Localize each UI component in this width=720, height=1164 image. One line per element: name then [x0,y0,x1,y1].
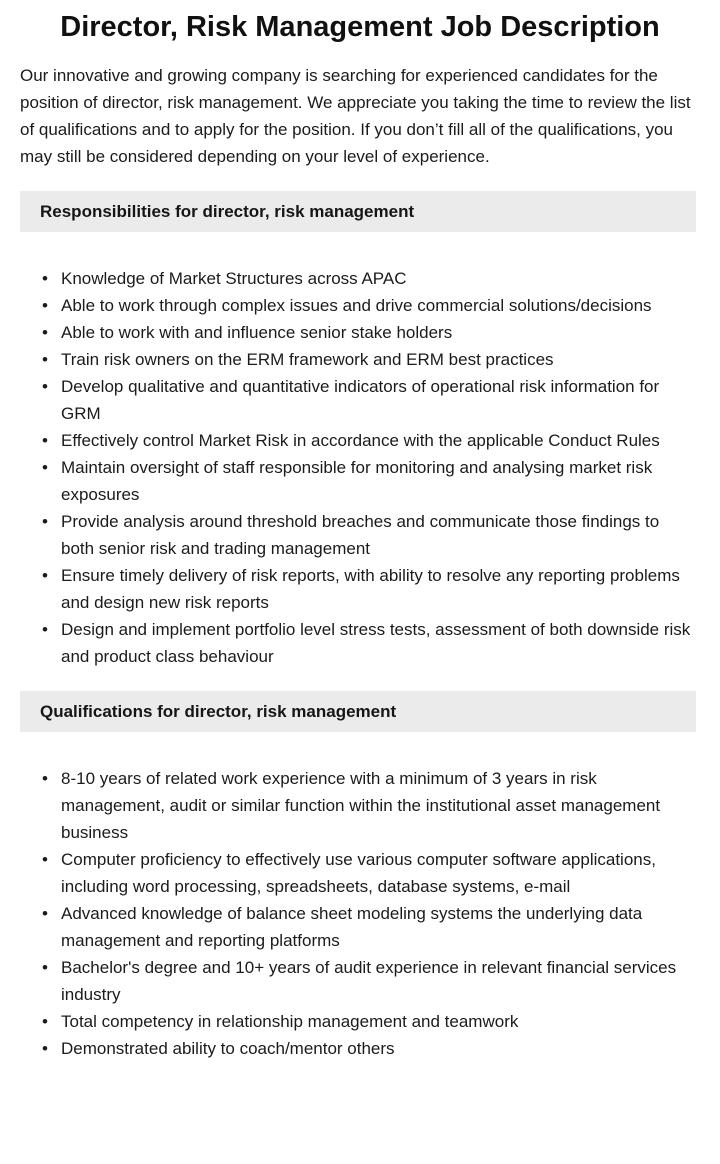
list-item: • Knowledge of Market Structures across APAC [20,265,696,292]
list-item: • Develop qualitative and quantitative indicators of operational risk information for GRM [20,373,696,427]
list-item: • Able to work through complex issues and drive commercial solutions/decisions [20,292,696,319]
qualifications-section-header: Qualifications for director, risk management [20,691,696,732]
list-item: • Total competency in relationship management and teamwork [20,1008,696,1035]
list-item: • Provide analysis around threshold breaches and communicate those findings to both senior risk and trading management [20,508,696,562]
intro-paragraph: Our innovative and growing company is searching for experienced candidates for the position of director, risk management. We appreciate you taking the time to review the list of qualifications and to apply for the position. If you don’t fill all of the qualifications, you may still be considered depending on your level of experience. [20,66,691,166]
list-item: • Computer proficiency to effectively use various computer software applications, including word processing, spreadsheets, database systems, e-mail [20,846,696,900]
responsibilities-list [20,265,696,670]
list-item: • Able to work with and influence senior stake holders [20,319,696,346]
list-item: • Ensure timely delivery of risk reports, with ability to resolve any reporting problems and design new risk reports [20,562,696,616]
list-item: • Demonstrated ability to coach/mentor others [20,1035,696,1062]
list-item: • Design and implement portfolio level stress tests, assessment of both downside risk and product class behaviour [20,616,696,670]
list-item: • Bachelor's degree and 10+ years of audit experience in relevant financial services industry [20,954,696,1008]
responsibilities-section-header: Responsibilities for director, risk management [20,191,696,232]
list-item: • Advanced knowledge of balance sheet modeling systems the underlying data management and reporting platforms [20,900,696,954]
list-item: • Maintain oversight of staff responsible for monitoring and analysing market risk exposures [20,454,696,508]
page-title: Director, Risk Management Job Description [60,11,660,43]
list-item: • 8-10 years of related work experience with a minimum of 3 years in risk management, audit or similar function within the institutional asset management business [20,765,696,846]
list-item: • Effectively control Market Risk in accordance with the applicable Conduct Rules [20,427,696,454]
list-item: • Train risk owners on the ERM framework and ERM best practices [20,346,696,373]
qualifications-list [20,765,696,1062]
